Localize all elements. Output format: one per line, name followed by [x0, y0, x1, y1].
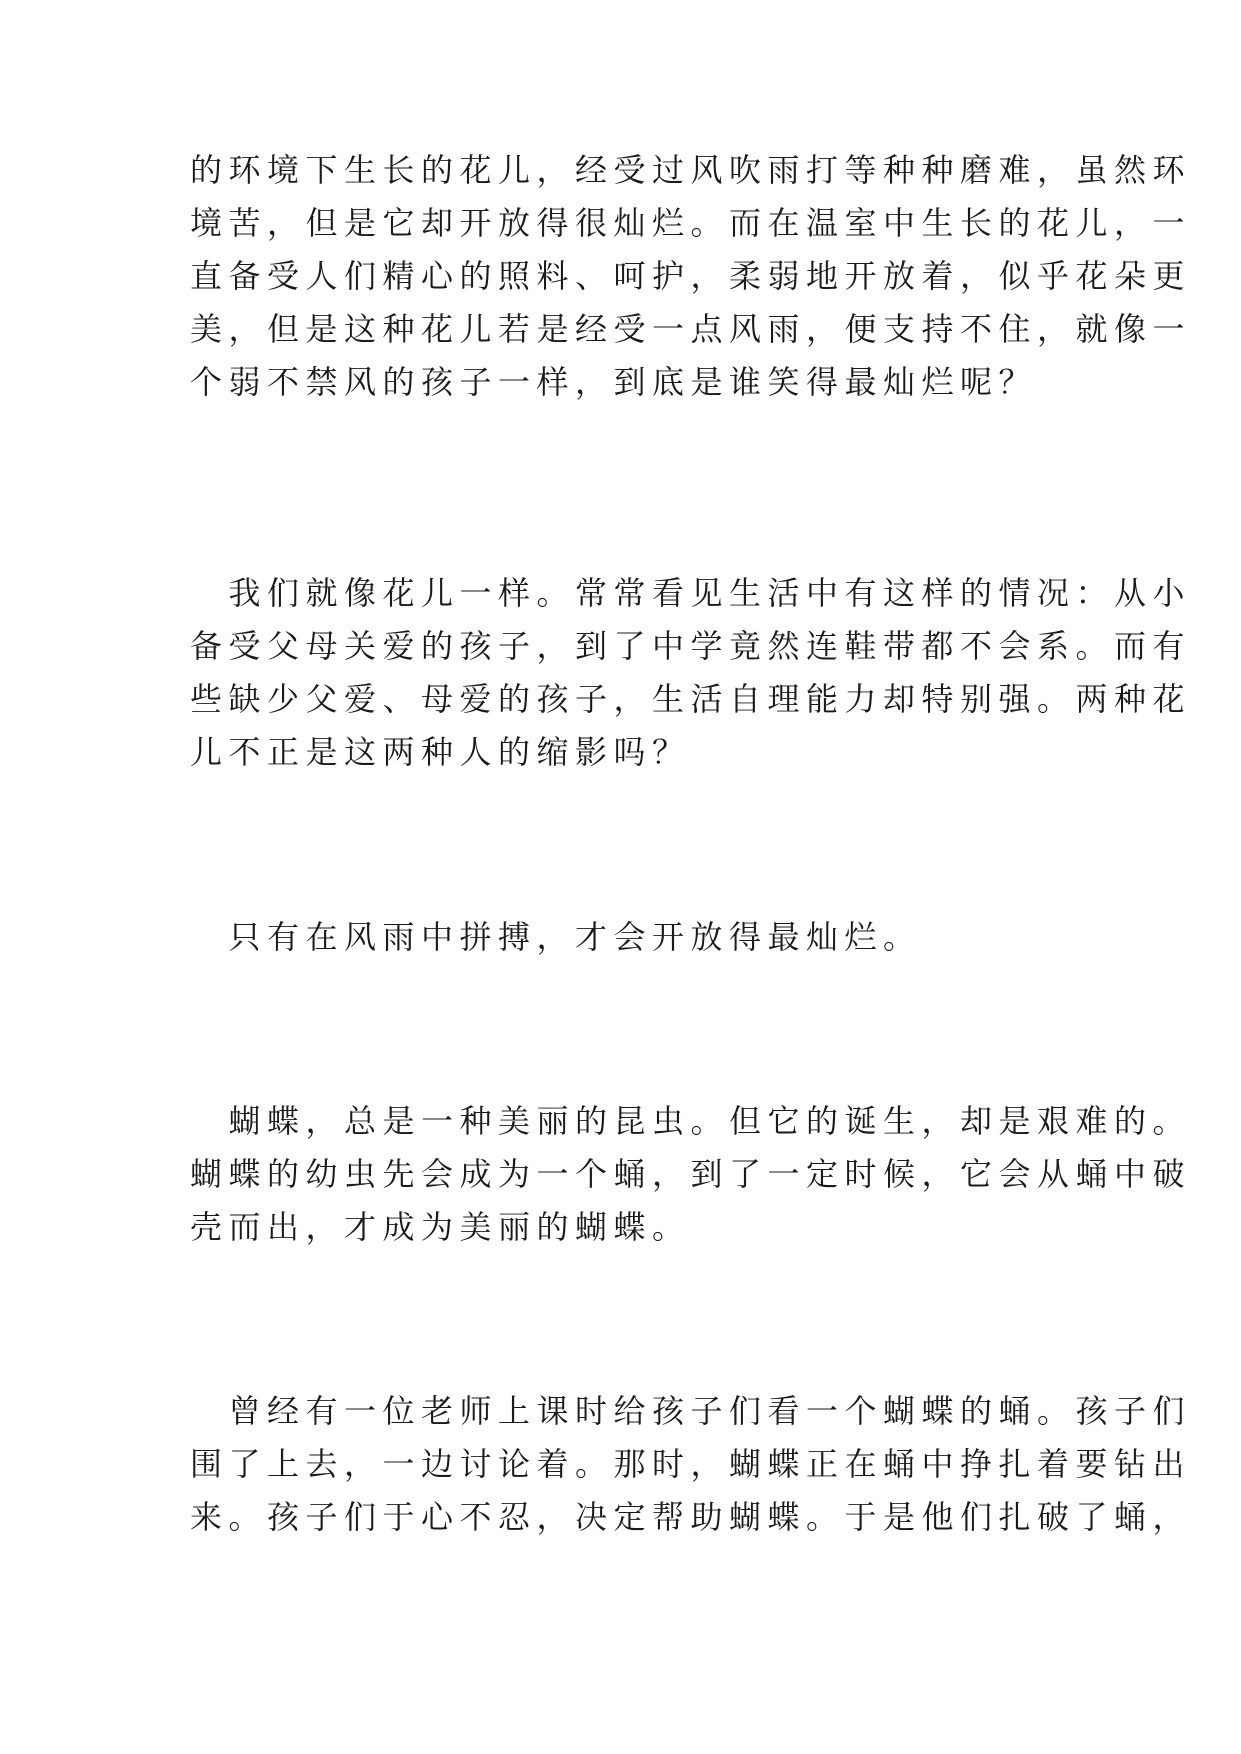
text-line: 蝴蝶的幼虫先会成为一个蛹，到了一定时候，它会从蛹中破: [190, 1155, 1192, 1193]
text-line: 的环境下生长的花儿，经受过风吹雨打等种种磨难，虽然环: [190, 151, 1192, 189]
text-line: 个弱不禁风的孩子一样，到底是谁笑得最灿烂呢？: [190, 363, 1038, 401]
text-line: 蝴蝶，总是一种美丽的昆虫。但它的诞生，却是艰难的。: [190, 1102, 1192, 1140]
text-line: 美，但是这种花儿若是经受一点风雨，便支持不住，就像一: [190, 310, 1192, 348]
text-line: 壳而出，才成为美丽的蝴蝶。: [190, 1208, 691, 1246]
text-line: 境苦，但是它却开放得很灿烂。而在温室中生长的花儿，一: [190, 204, 1192, 242]
text-line: 直备受人们精心的照料、呵护，柔弱地开放着，似乎花朵更: [190, 257, 1192, 295]
text-line: 我们就像花儿一样。常常看见生活中有这样的情况：从小: [190, 574, 1192, 612]
text-line: 些缺少父爱、母爱的孩子，生活自理能力却特别强。两种花: [190, 680, 1192, 718]
text-line: 备受父母关爱的孩子，到了中学竟然连鞋带都不会系。而有: [190, 627, 1192, 665]
text-line: 来。孩子们于心不忍，决定帮助蝴蝶。于是他们扎破了蛹，: [190, 1498, 1192, 1536]
text-line: 曾经有一位老师上课时给孩子们看一个蝴蝶的蛹。孩子们: [190, 1392, 1192, 1430]
text-line: 只有在风雨中拼搏，才会开放得最灿烂。: [190, 918, 922, 956]
text-line: 围了上去，一边讨论着。那时，蝴蝶正在蛹中挣扎着要钻出: [190, 1445, 1192, 1483]
text-line: 儿不正是这两种人的缩影吗？: [190, 733, 691, 771]
